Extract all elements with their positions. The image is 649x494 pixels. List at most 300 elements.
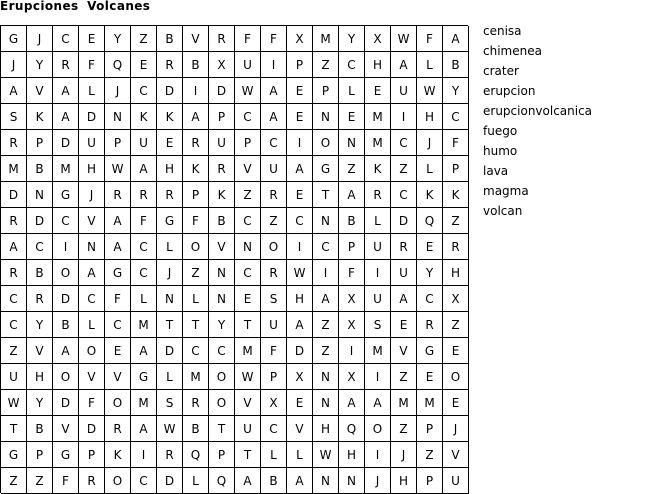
grid-cell: Z bbox=[261, 208, 287, 234]
grid-cell: V bbox=[79, 364, 105, 390]
grid-cell: Y bbox=[27, 312, 53, 338]
grid-cell: N bbox=[105, 104, 131, 130]
grid-cell: R bbox=[183, 390, 209, 416]
grid-cell: C bbox=[261, 416, 287, 442]
grid-cell: I bbox=[391, 104, 417, 130]
grid-cell: M bbox=[235, 338, 261, 364]
grid-cell: L bbox=[157, 234, 183, 260]
grid-cell: M bbox=[391, 390, 417, 416]
grid-cell: X bbox=[261, 390, 287, 416]
grid-cell: C bbox=[131, 468, 157, 494]
grid-cell: A bbox=[287, 312, 313, 338]
grid-cell: M bbox=[365, 338, 391, 364]
grid-cell: G bbox=[53, 182, 79, 208]
grid-cell: N bbox=[313, 364, 339, 390]
grid-cell: V bbox=[235, 156, 261, 182]
grid-cell: I bbox=[261, 52, 287, 78]
grid-cell: G bbox=[131, 364, 157, 390]
grid-cell: H bbox=[443, 260, 469, 286]
grid-cell: J bbox=[79, 182, 105, 208]
word-list-item: volcan bbox=[483, 204, 523, 218]
grid-cell: F bbox=[105, 286, 131, 312]
grid-cell: A bbox=[1, 78, 27, 104]
grid-cell: N bbox=[313, 208, 339, 234]
grid-cell: J bbox=[391, 442, 417, 468]
grid-cell: L bbox=[417, 156, 443, 182]
grid-cell: X bbox=[443, 286, 469, 312]
grid-cell: P bbox=[183, 182, 209, 208]
grid-cell: A bbox=[287, 156, 313, 182]
grid-cell: D bbox=[209, 78, 235, 104]
grid-cell: E bbox=[417, 364, 443, 390]
grid-cell: G bbox=[417, 338, 443, 364]
grid-cell: C bbox=[417, 286, 443, 312]
grid-cell: R bbox=[1, 260, 27, 286]
grid-cell: S bbox=[365, 312, 391, 338]
grid-cell: G bbox=[105, 260, 131, 286]
grid-cell: W bbox=[235, 364, 261, 390]
grid-cell: R bbox=[209, 26, 235, 52]
grid-cell: I bbox=[53, 234, 79, 260]
grid-cell: Y bbox=[417, 260, 443, 286]
grid-cell: A bbox=[183, 104, 209, 130]
grid-cell: C bbox=[131, 78, 157, 104]
grid-cell: R bbox=[209, 156, 235, 182]
grid-cell: A bbox=[1, 234, 27, 260]
grid-cell: J bbox=[417, 130, 443, 156]
grid-cell: P bbox=[105, 130, 131, 156]
grid-cell: C bbox=[391, 182, 417, 208]
grid-cell: C bbox=[131, 260, 157, 286]
grid-cell: I bbox=[365, 442, 391, 468]
grid-cell: C bbox=[261, 130, 287, 156]
grid-cell: O bbox=[183, 234, 209, 260]
grid-cell: O bbox=[53, 260, 79, 286]
grid-cell: O bbox=[105, 468, 131, 494]
grid-cell: A bbox=[261, 104, 287, 130]
grid-cell: P bbox=[339, 234, 365, 260]
word-list-item: cenisa bbox=[483, 24, 522, 38]
grid-cell: R bbox=[261, 260, 287, 286]
grid-cell: T bbox=[183, 312, 209, 338]
grid-cell: I bbox=[131, 442, 157, 468]
grid-cell: R bbox=[105, 182, 131, 208]
grid-cell: M bbox=[365, 104, 391, 130]
grid-cell: Z bbox=[313, 312, 339, 338]
grid-cell: C bbox=[131, 234, 157, 260]
grid-cell: L bbox=[287, 442, 313, 468]
grid-cell: F bbox=[183, 208, 209, 234]
grid-cell: B bbox=[157, 26, 183, 52]
grid-cell: Q bbox=[339, 416, 365, 442]
grid-cell: N bbox=[339, 468, 365, 494]
grid-cell: U bbox=[443, 468, 469, 494]
grid-cell: U bbox=[235, 52, 261, 78]
grid-cell: R bbox=[391, 234, 417, 260]
grid-cell: D bbox=[157, 78, 183, 104]
grid-cell: G bbox=[313, 156, 339, 182]
grid-cell: D bbox=[157, 338, 183, 364]
grid-cell: R bbox=[27, 286, 53, 312]
grid-cell: N bbox=[313, 468, 339, 494]
grid-cell: B bbox=[443, 52, 469, 78]
grid-cell: T bbox=[235, 312, 261, 338]
grid-cell: V bbox=[27, 78, 53, 104]
grid-cell: A bbox=[235, 468, 261, 494]
grid-cell: J bbox=[157, 260, 183, 286]
grid-cell: N bbox=[157, 286, 183, 312]
grid-cell: B bbox=[183, 52, 209, 78]
grid-cell: D bbox=[391, 208, 417, 234]
grid-cell: I bbox=[313, 260, 339, 286]
grid-cell: U bbox=[391, 260, 417, 286]
grid-cell: X bbox=[209, 52, 235, 78]
grid-cell: P bbox=[417, 468, 443, 494]
grid-cell: X bbox=[339, 286, 365, 312]
grid-cell: I bbox=[287, 234, 313, 260]
grid-cell: R bbox=[157, 442, 183, 468]
grid-cell: H bbox=[79, 156, 105, 182]
grid-cell: L bbox=[261, 442, 287, 468]
grid-cell: C bbox=[1, 312, 27, 338]
grid-cell: T bbox=[1, 416, 27, 442]
grid-cell: E bbox=[287, 182, 313, 208]
grid-cell: Z bbox=[235, 182, 261, 208]
grid-cell: Y bbox=[339, 26, 365, 52]
grid-cell: R bbox=[1, 208, 27, 234]
grid-cell: V bbox=[443, 442, 469, 468]
grid-cell: P bbox=[443, 156, 469, 182]
grid-cell: C bbox=[53, 26, 79, 52]
grid-cell: Q bbox=[209, 468, 235, 494]
grid-cell: C bbox=[287, 208, 313, 234]
grid-cell: M bbox=[1, 156, 27, 182]
grid-cell: A bbox=[365, 390, 391, 416]
grid-cell: K bbox=[157, 104, 183, 130]
grid-cell: U bbox=[79, 130, 105, 156]
grid-cell: Z bbox=[313, 52, 339, 78]
grid-cell: A bbox=[339, 390, 365, 416]
grid-cell: O bbox=[209, 390, 235, 416]
grid-cell: C bbox=[235, 104, 261, 130]
grid-cell: P bbox=[209, 104, 235, 130]
grid-cell: U bbox=[209, 130, 235, 156]
grid-cell: Z bbox=[1, 338, 27, 364]
grid-cell: A bbox=[391, 52, 417, 78]
grid-cell: B bbox=[339, 208, 365, 234]
grid-cell: F bbox=[443, 130, 469, 156]
grid-cell: O bbox=[79, 338, 105, 364]
grid-cell: R bbox=[157, 52, 183, 78]
grid-cell: E bbox=[131, 52, 157, 78]
grid-cell: Z bbox=[313, 338, 339, 364]
grid-cell: D bbox=[53, 130, 79, 156]
grid-cell: X bbox=[287, 364, 313, 390]
grid-cell: E bbox=[79, 26, 105, 52]
grid-cell: D bbox=[53, 390, 79, 416]
grid-cell: P bbox=[287, 52, 313, 78]
grid-cell: E bbox=[287, 104, 313, 130]
grid-cell: R bbox=[131, 182, 157, 208]
grid-cell: R bbox=[183, 130, 209, 156]
grid-cell: F bbox=[261, 338, 287, 364]
grid-cell: J bbox=[1, 52, 27, 78]
grid-cell: H bbox=[339, 442, 365, 468]
grid-cell: B bbox=[27, 260, 53, 286]
grid-cell: D bbox=[79, 416, 105, 442]
grid-cell: V bbox=[391, 338, 417, 364]
word-list-item: fuego bbox=[483, 124, 518, 138]
grid-cell: B bbox=[209, 208, 235, 234]
grid-cell: Z bbox=[339, 156, 365, 182]
grid-cell: T bbox=[313, 182, 339, 208]
grid-cell: B bbox=[53, 312, 79, 338]
grid-cell: D bbox=[157, 468, 183, 494]
grid-cell: V bbox=[27, 338, 53, 364]
grid-cell: M bbox=[131, 312, 157, 338]
grid-cell: T bbox=[209, 416, 235, 442]
word-list-item: chimenea bbox=[483, 44, 542, 58]
grid-cell: I bbox=[287, 130, 313, 156]
grid-cell: S bbox=[261, 286, 287, 312]
grid-cell: X bbox=[339, 364, 365, 390]
grid-cell: S bbox=[157, 390, 183, 416]
grid-cell: M bbox=[53, 156, 79, 182]
grid-cell: V bbox=[287, 416, 313, 442]
grid-cell: L bbox=[131, 286, 157, 312]
grid-cell: A bbox=[261, 78, 287, 104]
grid-cell: V bbox=[235, 390, 261, 416]
grid-cell: L bbox=[157, 364, 183, 390]
grid-cell: R bbox=[261, 182, 287, 208]
grid-cell: P bbox=[209, 442, 235, 468]
grid-cell: E bbox=[443, 390, 469, 416]
grid-cell: B bbox=[261, 468, 287, 494]
grid-cell: V bbox=[183, 26, 209, 52]
grid-cell: Z bbox=[1, 468, 27, 494]
grid-cell: Y bbox=[209, 312, 235, 338]
grid-cell: Z bbox=[183, 260, 209, 286]
grid-cell: V bbox=[105, 364, 131, 390]
grid-cell: U bbox=[131, 130, 157, 156]
word-list bbox=[483, 22, 592, 222]
grid-cell: S bbox=[1, 104, 27, 130]
grid-cell: N bbox=[209, 260, 235, 286]
grid-cell: O bbox=[313, 130, 339, 156]
grid-cell: A bbox=[287, 468, 313, 494]
grid-cell: J bbox=[105, 78, 131, 104]
grid-cell: N bbox=[79, 234, 105, 260]
grid-cell: A bbox=[313, 286, 339, 312]
grid-cell: F bbox=[53, 468, 79, 494]
grid-cell: B bbox=[27, 416, 53, 442]
grid-cell: E bbox=[287, 78, 313, 104]
grid-cell: W bbox=[157, 416, 183, 442]
grid-cell: Z bbox=[391, 156, 417, 182]
grid-cell: A bbox=[53, 338, 79, 364]
grid-cell: R bbox=[53, 52, 79, 78]
grid-cell: C bbox=[443, 104, 469, 130]
grid-cell: D bbox=[1, 182, 27, 208]
grid-cell: Y bbox=[27, 52, 53, 78]
grid-cell: N bbox=[339, 130, 365, 156]
grid-cell: V bbox=[53, 416, 79, 442]
letter-grid bbox=[0, 25, 468, 493]
grid-cell: C bbox=[1, 286, 27, 312]
grid-cell: T bbox=[235, 442, 261, 468]
grid-cell: F bbox=[79, 52, 105, 78]
grid-cell: R bbox=[157, 182, 183, 208]
puzzle-title: Erupciones Volcanes bbox=[0, 0, 151, 13]
grid-cell: U bbox=[1, 364, 27, 390]
grid-cell: B bbox=[27, 156, 53, 182]
grid-cell: C bbox=[53, 208, 79, 234]
grid-cell: P bbox=[79, 442, 105, 468]
grid-cell: Q bbox=[417, 208, 443, 234]
grid-cell: H bbox=[287, 286, 313, 312]
grid-cell: D bbox=[27, 208, 53, 234]
grid-cell: V bbox=[79, 208, 105, 234]
grid-cell: W bbox=[235, 78, 261, 104]
grid-cell: N bbox=[235, 234, 261, 260]
grid-cell: C bbox=[79, 286, 105, 312]
grid-cell: Z bbox=[443, 312, 469, 338]
grid-cell: F bbox=[339, 260, 365, 286]
grid-cell: L bbox=[79, 78, 105, 104]
grid-cell: A bbox=[105, 234, 131, 260]
grid-cell: G bbox=[157, 208, 183, 234]
grid-cell: C bbox=[391, 130, 417, 156]
grid-cell: E bbox=[365, 78, 391, 104]
grid-cell: D bbox=[79, 104, 105, 130]
grid-cell: X bbox=[365, 26, 391, 52]
grid-cell: C bbox=[183, 338, 209, 364]
grid-cell: G bbox=[1, 26, 27, 52]
grid-cell: N bbox=[209, 286, 235, 312]
grid-cell: F bbox=[417, 26, 443, 52]
grid-cell: N bbox=[27, 182, 53, 208]
grid-cell: A bbox=[391, 286, 417, 312]
grid-cell: W bbox=[287, 260, 313, 286]
grid-cell: U bbox=[235, 416, 261, 442]
grid-cell: N bbox=[313, 104, 339, 130]
grid-cell: K bbox=[365, 156, 391, 182]
grid-cell: K bbox=[443, 182, 469, 208]
grid-cell: A bbox=[131, 416, 157, 442]
grid-cell: H bbox=[157, 156, 183, 182]
grid-cell: P bbox=[27, 130, 53, 156]
grid-cell: C bbox=[209, 338, 235, 364]
grid-cell: A bbox=[443, 26, 469, 52]
grid-cell: M bbox=[417, 390, 443, 416]
grid-cell: W bbox=[313, 442, 339, 468]
grid-cell: H bbox=[313, 416, 339, 442]
grid-cell: I bbox=[183, 78, 209, 104]
grid-cell: O bbox=[443, 364, 469, 390]
grid-cell: U bbox=[365, 286, 391, 312]
grid-cell: O bbox=[365, 416, 391, 442]
grid-cell: J bbox=[365, 468, 391, 494]
word-list-item: erupcionvolcanica bbox=[483, 104, 593, 118]
grid-cell: O bbox=[53, 364, 79, 390]
grid-cell: Z bbox=[131, 26, 157, 52]
grid-cell: A bbox=[79, 260, 105, 286]
grid-cell: Y bbox=[27, 390, 53, 416]
grid-cell: A bbox=[131, 338, 157, 364]
grid-cell: P bbox=[313, 78, 339, 104]
grid-cell: H bbox=[391, 468, 417, 494]
grid-cell: R bbox=[417, 312, 443, 338]
grid-cell: P bbox=[27, 442, 53, 468]
grid-cell: H bbox=[27, 364, 53, 390]
grid-cell: O bbox=[261, 234, 287, 260]
grid-cell: L bbox=[183, 468, 209, 494]
grid-cell: E bbox=[287, 390, 313, 416]
grid-cell: R bbox=[365, 182, 391, 208]
grid-cell: P bbox=[235, 130, 261, 156]
grid-cell: P bbox=[417, 416, 443, 442]
grid-cell: L bbox=[339, 78, 365, 104]
grid-cell: F bbox=[261, 26, 287, 52]
word-list-item: magma bbox=[483, 184, 529, 198]
grid-cell: C bbox=[27, 234, 53, 260]
grid-cell: U bbox=[261, 312, 287, 338]
grid-cell: Y bbox=[443, 78, 469, 104]
grid-cell: R bbox=[105, 416, 131, 442]
grid-cell: L bbox=[183, 286, 209, 312]
grid-cell: W bbox=[391, 26, 417, 52]
grid-cell: Z bbox=[391, 364, 417, 390]
grid-cell: U bbox=[261, 156, 287, 182]
grid-cell: M bbox=[365, 130, 391, 156]
grid-cell: E bbox=[105, 338, 131, 364]
grid-cell: W bbox=[1, 390, 27, 416]
grid-cell: E bbox=[157, 130, 183, 156]
grid-cell: D bbox=[287, 338, 313, 364]
grid-cell: E bbox=[443, 338, 469, 364]
grid-cell: W bbox=[417, 78, 443, 104]
grid-cell: F bbox=[235, 26, 261, 52]
grid-cell: C bbox=[235, 260, 261, 286]
grid-cell: M bbox=[313, 26, 339, 52]
grid-cell: J bbox=[27, 26, 53, 52]
grid-cell: E bbox=[339, 104, 365, 130]
grid-cell: C bbox=[235, 208, 261, 234]
grid-cell: Z bbox=[443, 208, 469, 234]
grid-cell: W bbox=[105, 156, 131, 182]
grid-cell: E bbox=[417, 234, 443, 260]
grid-cell: K bbox=[183, 156, 209, 182]
grid-cell: J bbox=[443, 416, 469, 442]
grid-cell: E bbox=[235, 286, 261, 312]
grid-cell: V bbox=[209, 234, 235, 260]
grid-cell: R bbox=[1, 130, 27, 156]
grid-cell: L bbox=[79, 312, 105, 338]
grid-cell: G bbox=[1, 442, 27, 468]
grid-cell: K bbox=[417, 182, 443, 208]
grid-cell: Q bbox=[183, 442, 209, 468]
grid-cell: F bbox=[79, 390, 105, 416]
grid-cell: Q bbox=[105, 52, 131, 78]
grid-cell: H bbox=[417, 104, 443, 130]
grid-cell: I bbox=[339, 338, 365, 364]
grid-cell: O bbox=[105, 390, 131, 416]
grid-cell: R bbox=[443, 234, 469, 260]
grid-cell: U bbox=[391, 78, 417, 104]
grid-cell: H bbox=[365, 52, 391, 78]
grid-cell: C bbox=[339, 52, 365, 78]
grid-cell: K bbox=[27, 104, 53, 130]
